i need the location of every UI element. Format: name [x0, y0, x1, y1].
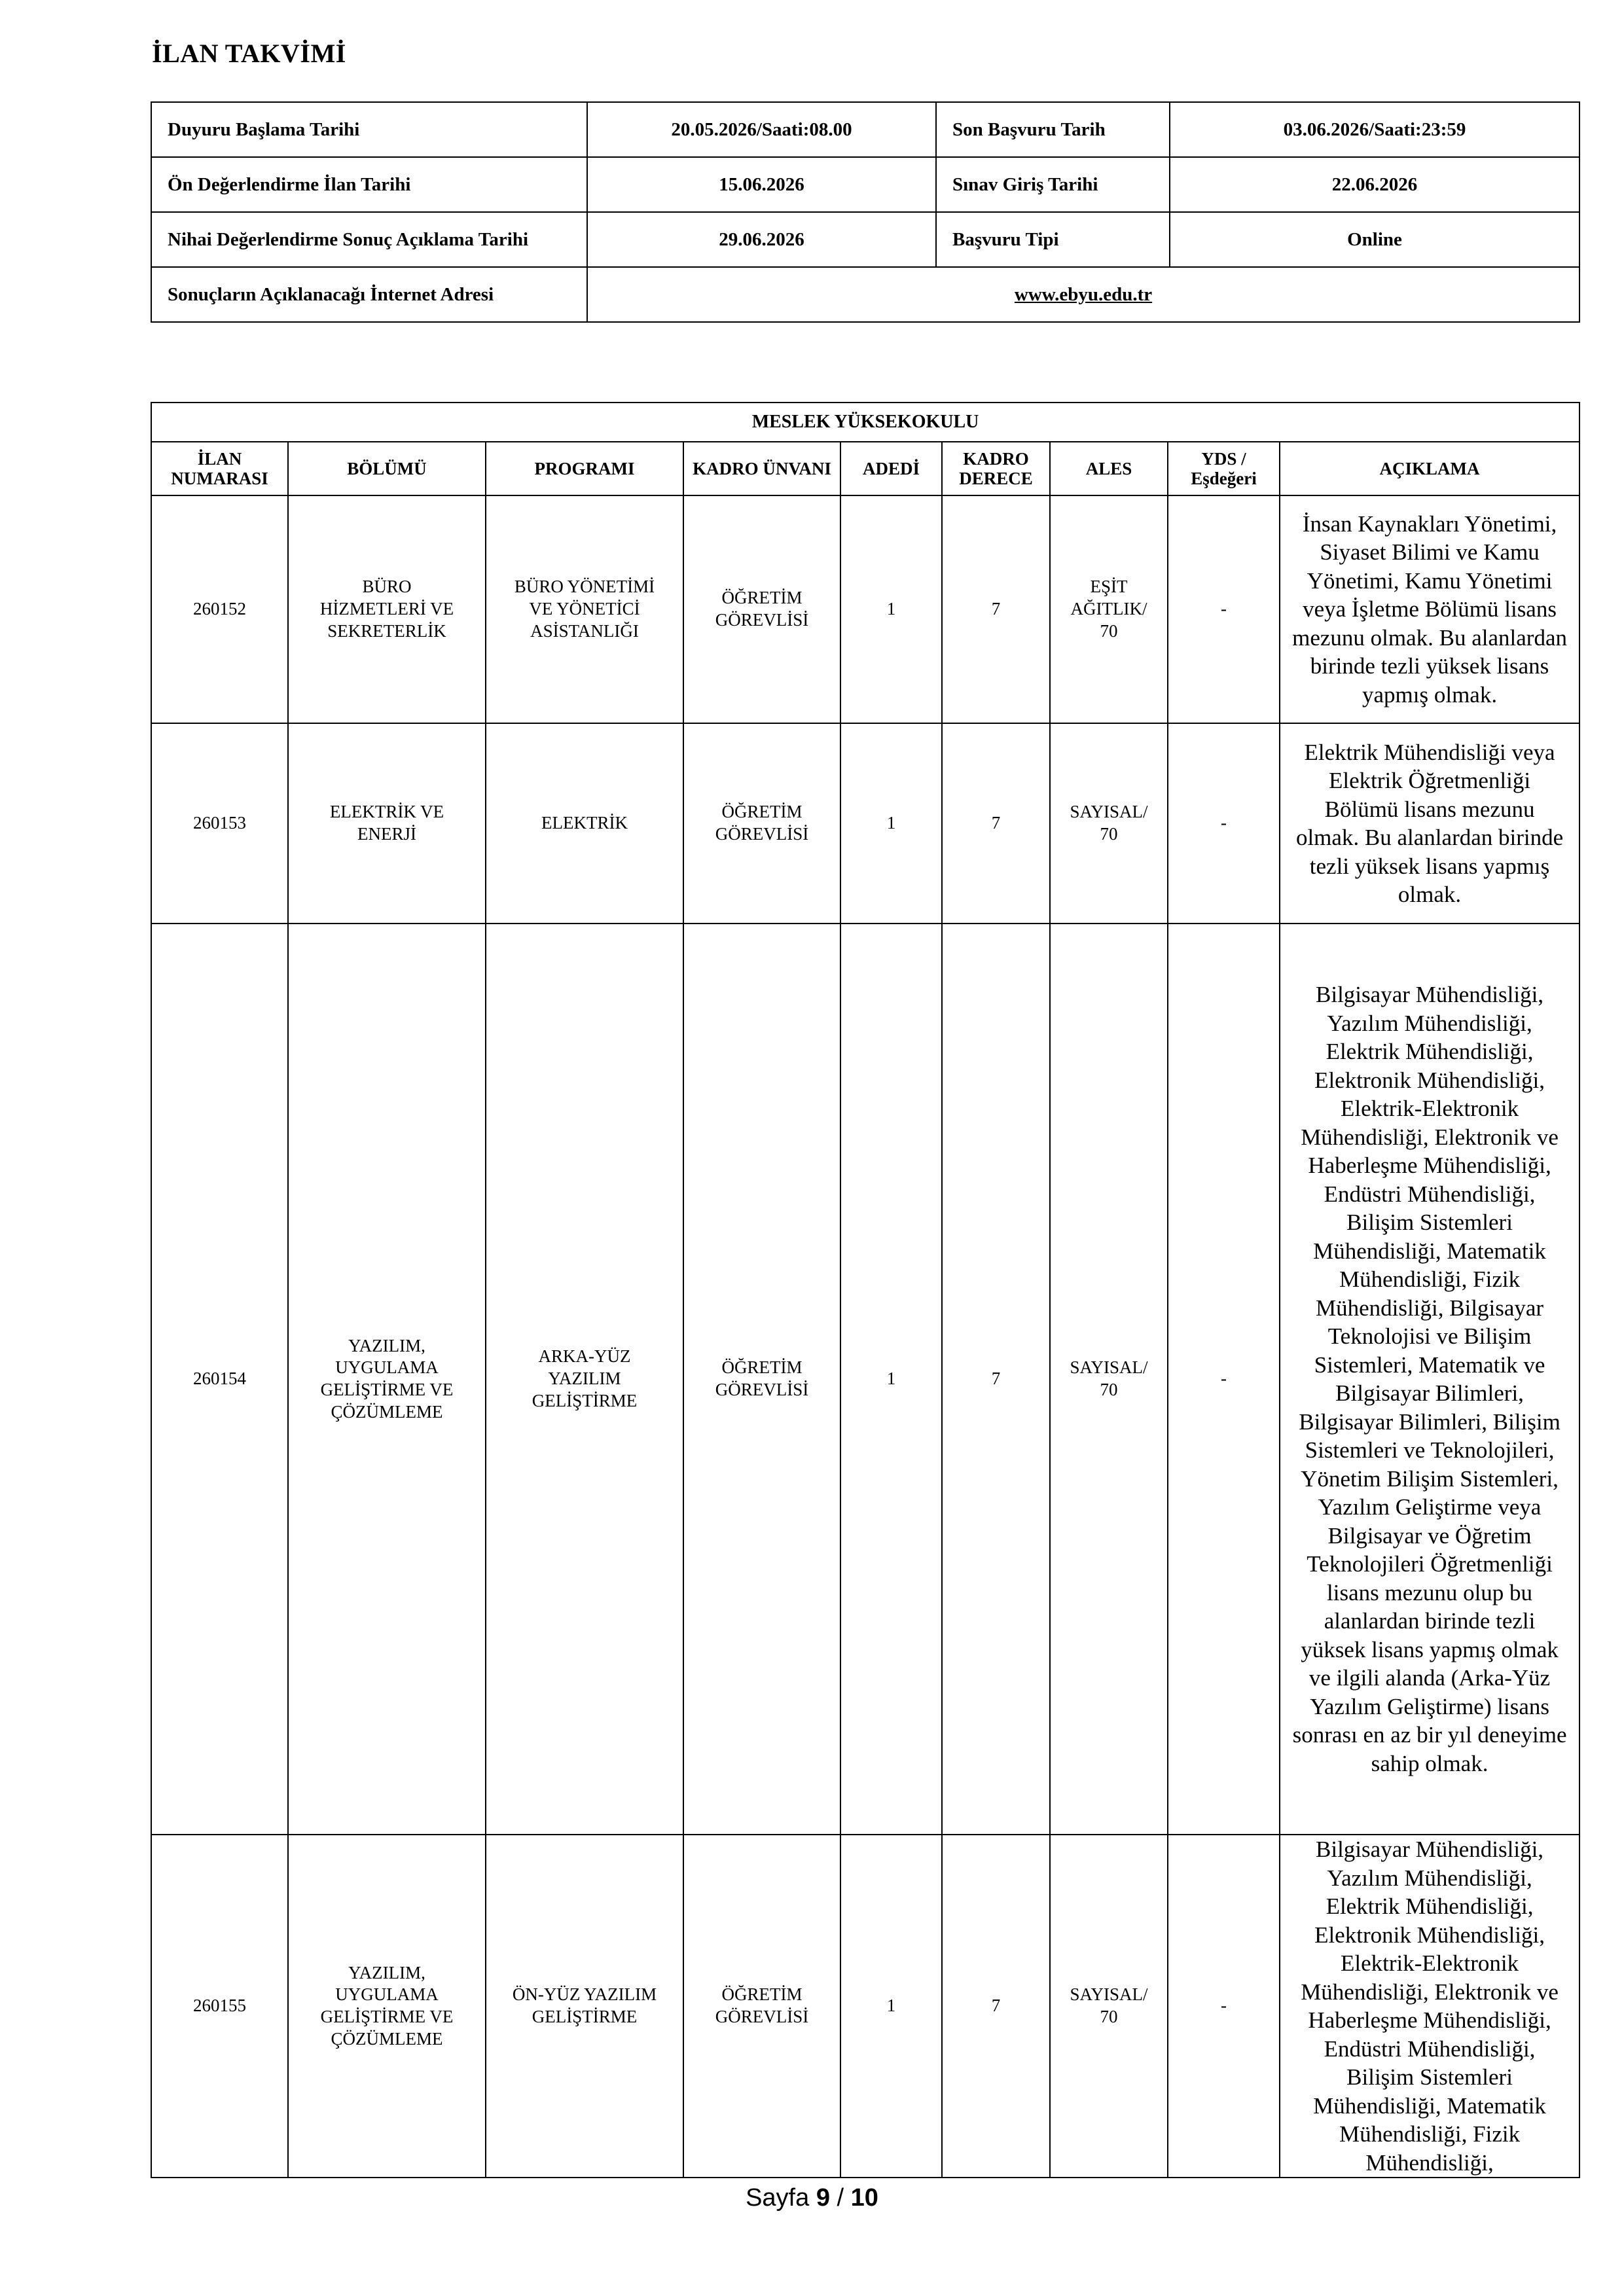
page-title: İLAN TAKVİMİ [152, 39, 346, 68]
adet-cell: 1 [840, 1835, 942, 2178]
application-deadline-value: 03.06.2026/Saati:23:59 [1170, 102, 1579, 157]
ilan-no-cell: 260153 [151, 723, 288, 924]
column-header-ales: ALES [1050, 442, 1168, 495]
calendar-row [151, 102, 1579, 157]
page-footer [0, 2184, 1624, 2212]
adet-cell: 1 [840, 723, 942, 924]
unvan-cell: ÖĞRETİM GÖREVLİSİ [683, 924, 840, 1835]
table-row [151, 495, 1579, 723]
unvan-cell: ÖĞRETİM GÖREVLİSİ [683, 495, 840, 723]
program-cell: BÜRO YÖNETİMİ VE YÖNETİCİ ASİSTANLIĞI [486, 495, 683, 723]
application-deadline-label: Son Başvuru Tarih [936, 102, 1170, 157]
yds-cell: - [1168, 1835, 1280, 2178]
ilan-no-cell: 260155 [151, 1835, 288, 2178]
current-page-number: 9 [816, 2184, 830, 2212]
column-header-yds: YDS / Eşdeğeri [1168, 442, 1280, 495]
program-cell: ARKA-YÜZ YAZILIM GELİŞTİRME [486, 924, 683, 1835]
header-row [151, 442, 1579, 495]
column-header-adet: ADEDİ [840, 442, 942, 495]
results-website-link[interactable]: www.ebyu.edu.tr [1014, 283, 1153, 305]
yds-cell: - [1168, 495, 1280, 723]
bolum-cell: YAZILIM, UYGULAMA GELİŞTİRME VE ÇÖZÜMLEME [288, 924, 486, 1835]
aciklama-cell: Elektrik Mühendisliği veya Elektrik Öğretmenliği Bölümü lisans mezunu olmak. Bu alanlardan birinde tezli yüksek lisans yapmış olmak. [1280, 723, 1579, 924]
ales-cell: EŞİT AĞITLIK/ 70 [1050, 495, 1168, 723]
unvan-cell: ÖĞRETİM GÖREVLİSİ [683, 1835, 840, 2178]
pre-evaluation-value: 15.06.2026 [587, 157, 936, 212]
calendar-row [151, 157, 1579, 212]
table-row [151, 924, 1579, 1835]
program-cell: ELEKTRİK [486, 723, 683, 924]
derece-cell: 7 [942, 924, 1050, 1835]
results-website-cell [587, 267, 1579, 322]
section-title: MESLEK YÜKSEKOKULU [151, 403, 1579, 442]
derece-cell: 7 [942, 495, 1050, 723]
ilan-no-cell: 260154 [151, 924, 288, 1835]
bolum-cell: BÜRO HİZMETLERİ VE SEKRETERLİK [288, 495, 486, 723]
aciklama-cell: Bilgisayar Mühendisliği, Yazılım Mühendisliği, Elektrik Mühendisliği, Elektronik Mühendisliği, Elektrik-Elektronik Mühendisliği, Elektronik ve Haberleşme Mühendisliği, Endüstri Mühendisliği, Bilişim Sistemleri Mühendisliği, Matematik Mühendisliği, Fizik Mühendisliği, [1280, 1835, 1579, 2178]
derece-cell: 7 [942, 723, 1050, 924]
yds-cell: - [1168, 723, 1280, 924]
ales-cell: SAYISAL/ 70 [1050, 1835, 1168, 2178]
column-header-ilan-no: İLAN NUMARASI [151, 442, 288, 495]
exam-date-value: 22.06.2026 [1170, 157, 1579, 212]
aciklama-cell: İnsan Kaynakları Yönetimi, Siyaset Bilimi ve Kamu Yönetimi, Kamu Yönetimi veya İşletme Bölümü lisans mezunu olmak. Bu alanlardan birinde tezli yüksek lisans yapmış olmak. [1280, 495, 1579, 723]
column-header-program: PROGRAMI [486, 442, 683, 495]
ales-cell: SAYISAL/ 70 [1050, 723, 1168, 924]
pre-evaluation-label: Ön Değerlendirme İlan Tarihi [151, 157, 587, 212]
adet-cell: 1 [840, 924, 942, 1835]
total-page-number: 10 [850, 2184, 878, 2212]
application-type-label: Başvuru Tipi [936, 212, 1170, 267]
unvan-cell: ÖĞRETİM GÖREVLİSİ [683, 723, 840, 924]
announcement-start-value: 20.05.2026/Saati:08.00 [587, 102, 936, 157]
exam-date-label: Sınav Giriş Tarihi [936, 157, 1170, 212]
final-result-value: 29.06.2026 [587, 212, 936, 267]
table-row [151, 723, 1579, 924]
results-website-label: Sonuçların Açıklanacağı İnternet Adresi [151, 267, 587, 322]
column-header-kadro-unvan: KADRO ÜNVANI [683, 442, 840, 495]
derece-cell: 7 [942, 1835, 1050, 2178]
ilan-no-cell: 260152 [151, 495, 288, 723]
calendar-row [151, 267, 1579, 322]
column-header-bolum: BÖLÜMÜ [288, 442, 486, 495]
application-type-value: Online [1170, 212, 1579, 267]
column-header-kadro-derece: KADRO DERECE [942, 442, 1050, 495]
program-cell: ÖN-YÜZ YAZILIM GELİŞTİRME [486, 1835, 683, 2178]
ales-cell: SAYISAL/ 70 [1050, 924, 1168, 1835]
aciklama-cell: Bilgisayar Mühendisliği, Yazılım Mühendisliği, Elektrik Mühendisliği, Elektronik Mühendisliği, Elektrik-Elektronik Mühendisliği, Elektronik ve Haberleşme Mühendisliği, Endüstri Mühendisliği, Bilişim Sistemleri Mühendisliği, Matematik Mühendisliği, Fizik Mühendisliği, Bilgisayar Teknolojisi ve Bilişim Sistemleri, Matematik ve Bilgisayar Bilimleri, Bilgisayar Bilimleri, Bilişim Sistemleri ve Teknolojileri, Yönetim Bilişim Sistemleri, Yazılım Geliştirme veya Bilgisayar ve Öğretim Teknolojileri Öğretmenliği lisans mezunu olup bu alanlardan birinde tezli yüksek lisans yapmış olmak ve ilgili alanda (Arka-Yüz Yazılım Geliştirme) lisans sonrası en az bir yıl deneyime sahip olmak. [1280, 924, 1579, 1835]
final-result-label: Nihai Değerlendirme Sonuç Açıklama Tarihi [151, 212, 587, 267]
bolum-cell: YAZILIM, UYGULAMA GELİŞTİRME VE ÇÖZÜMLEME [288, 1835, 486, 2178]
announcement-start-label: Duyuru Başlama Tarihi [151, 102, 587, 157]
page-separator: / [837, 2184, 844, 2212]
announcement-calendar-table [151, 101, 1580, 323]
table-row [151, 1835, 1579, 2178]
bolum-cell: ELEKTRİK VE ENERJİ [288, 723, 486, 924]
adet-cell: 1 [840, 495, 942, 723]
page-label: Sayfa [746, 2184, 810, 2212]
calendar-row [151, 212, 1579, 267]
yds-cell: - [1168, 924, 1280, 1835]
column-header-aciklama: AÇIKLAMA [1280, 442, 1579, 495]
positions-table [151, 402, 1580, 2178]
